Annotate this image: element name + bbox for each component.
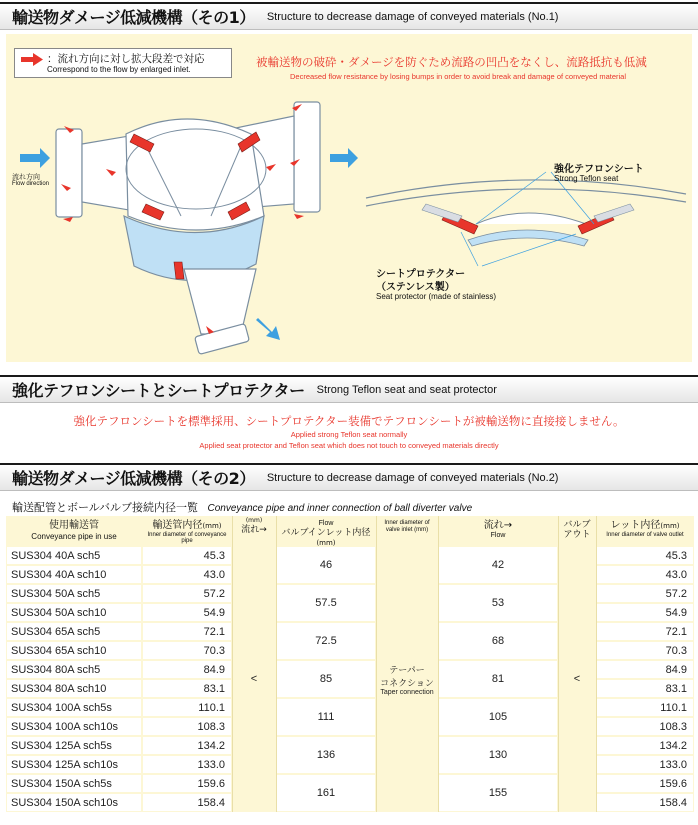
valve-inlet-cell: 72.5 (277, 623, 375, 659)
taper-jp-1: テーパー (389, 664, 425, 675)
inner-diameter-cell: 72.1 (143, 623, 231, 640)
flow-value-cell: 68 (439, 623, 557, 659)
enlarged-inlet-callout (14, 48, 232, 78)
damage-reduction-note-en: Decreased flow resistance by losing bumps in order to avoid break and damage of conveyed material (290, 72, 627, 81)
column-divider (438, 516, 439, 812)
valve-inlet-cell: 111 (277, 699, 375, 735)
callout-text-jp: ：流れ方向に対し拡大段差で対応 (47, 53, 205, 65)
section2-title-jp: 強化テフロンシートとシートプロテクター (12, 381, 305, 400)
less-than-symbol-2: < (573, 673, 581, 685)
section2-note-jp: 強化テフロンシートを標準採用、シートプロテクター装備でテフロンシートが被輸送物に直接接しません。 (73, 414, 625, 428)
header-flow-arrow-1: 流れ→ (241, 524, 267, 535)
inner-diameter-cell: 84.9 (143, 661, 231, 678)
inner-diameter-cell: 45.3 (143, 547, 231, 564)
valve-inlet-cell: 57.5 (277, 585, 375, 621)
header-outlet-jp: レット内径 (610, 520, 661, 531)
header-valve-inlet-en-1: Inner diameter of (384, 520, 430, 526)
section2-header (0, 375, 698, 403)
flow-value-cell: 42 (439, 547, 557, 583)
flow-value-cell: 81 (439, 661, 557, 697)
outlet-diameter-cell: 133.0 (597, 756, 693, 773)
header-flow-en-2: Flow (490, 531, 506, 539)
pipe-spec-cell: SUS304 50A sch10 (7, 604, 141, 621)
pipe-spec-cell: SUS304 125A sch5s (7, 737, 141, 754)
header-pipe (6, 520, 142, 541)
flow-value-cell: 130 (439, 737, 557, 773)
section1-title-jp: 輸送物ダメージ低減機構（その1） (12, 8, 255, 27)
inner-diameter-cell: 110.1 (143, 699, 231, 716)
inner-diameter-cell: 43.0 (143, 566, 231, 583)
outlet-diameter-cell: 83.1 (597, 680, 693, 697)
outlet-diameter-cell: 45.3 (597, 547, 693, 564)
red-arrow-icon (21, 53, 43, 66)
outlet-diameter-cell: 84.9 (597, 661, 693, 678)
inner-diameter-cell: 57.2 (143, 585, 231, 602)
flow-out-arrow-right (330, 148, 358, 168)
section1-title-en: Structure to decrease damage of conveyed materials (No.1) (266, 10, 559, 23)
seat-protector-material-jp: （ステンレス製） (376, 282, 455, 293)
pipe-spec-cell: SUS304 125A sch10s (7, 756, 141, 773)
column-divider (276, 516, 277, 812)
pipe-spec-cell: SUS304 100A sch5s (7, 699, 141, 716)
inner-diameter-cell: 70.3 (143, 642, 231, 659)
taper-en: Taper connection (380, 688, 434, 696)
flow-out-arrow-bottom (256, 318, 280, 340)
header-inner-diameter (142, 520, 232, 545)
table-title-jp: 輸送配管とボールバルブ接続内径一覧 (12, 501, 199, 514)
header-valve-out-jp-1: バルブ (563, 520, 591, 530)
outlet-diameter-cell: 108.3 (597, 718, 693, 735)
seat-protector-label-jp: シートプロテクター (376, 269, 466, 280)
section2-title-en: Strong Teflon seat and seat protector (316, 383, 497, 396)
outlet-diameter-cell: 72.1 (597, 623, 693, 640)
outlet-diameter-cell: 159.6 (597, 775, 693, 792)
pipe-spec-cell: SUS304 65A sch10 (7, 642, 141, 659)
section3-title-jp: 輸送物ダメージ低減機構（その2） (12, 469, 255, 488)
pipe-spec-cell: SUS304 150A sch10s (7, 794, 141, 811)
section3-header (0, 463, 698, 491)
pipe-spec-cell: SUS304 40A sch5 (7, 547, 141, 564)
header-outlet-en: Inner diameter of valve outlet (606, 531, 684, 538)
valve-inlet-cell: 161 (277, 775, 375, 811)
valve-inlet-cell: 85 (277, 661, 375, 697)
outlet-diameter-cell: 134.2 (597, 737, 693, 754)
inner-diameter-cell: 54.9 (143, 604, 231, 621)
header-valve-inlet-jp: バルブインレット内径 (281, 528, 371, 539)
outlet-pipe-bottom (184, 269, 256, 354)
header-pipe-en: Conveyance pipe in use (31, 531, 117, 541)
header-valve-inlet-en-2: valve inlet (mm) (385, 526, 429, 533)
pipe-spec-cell: SUS304 80A sch5 (7, 661, 141, 678)
header-flow-1 (232, 518, 276, 535)
pipe-spec-cell: SUS304 150A sch5s (7, 775, 141, 792)
flow-value-cell: 105 (439, 699, 557, 735)
pipe-connection-table (6, 516, 694, 812)
flow-value-cell: 155 (439, 775, 557, 811)
seat-detail-drawing (366, 172, 686, 266)
inner-diameter-cell: 158.4 (143, 794, 231, 811)
inner-diameter-cell: 108.3 (143, 718, 231, 735)
header-valve-inlet-unit: (mm) (316, 539, 336, 548)
header-inner-en: Inner diameter of conveyance pipe (147, 531, 227, 545)
header-flow-arrow-2: 流れ→ (483, 520, 513, 531)
teflon-seat-label-en: Strong Teflon seat (554, 174, 619, 183)
pipe-spec-cell: SUS304 40A sch10 (7, 566, 141, 583)
flow-in-arrow (20, 148, 50, 168)
inner-diameter-cell: 134.2 (143, 737, 231, 754)
section3-title-en: Structure to decrease damage of conveyed materials (No.2) (266, 471, 559, 484)
teflon-seat-label-jp: 強化テフロンシート (554, 164, 644, 175)
taper-jp-2: コネクション (380, 677, 434, 688)
seat-protector-label-en: Seat protector (made of stainless) (376, 292, 497, 301)
header-flow-en-1: Flow (318, 520, 334, 527)
outlet-diameter-cell: 158.4 (597, 794, 693, 811)
header-inner-jp: 輸送管内径 (152, 520, 203, 531)
damage-reduction-note-jp: 被輸送物の破砕・ダメージを防ぐため流路の凹凸をなくし、流路抵抗も低減 (256, 55, 647, 69)
pipe-spec-cell: SUS304 100A sch10s (7, 718, 141, 735)
flow-direction-label-jp: 流れ方向 (12, 173, 40, 181)
table-title (12, 499, 472, 515)
section1-header (0, 2, 698, 30)
inner-diameter-cell: 83.1 (143, 680, 231, 697)
table-title-en: Conveyance pipe and inner connection of ball diverter valve (207, 503, 473, 514)
header-valve-inlet (276, 520, 376, 549)
pipe-spec-cell: SUS304 50A sch5 (7, 585, 141, 602)
flow-value-cell: 53 (439, 585, 557, 621)
outlet-diameter-cell: 70.3 (597, 642, 693, 659)
valve-inlet-cell: 136 (277, 737, 375, 773)
section2-note-en-2: Applied seat protector and Teflon seat which does not touch to conveyed materials directly (199, 441, 499, 450)
header-pipe-jp: 使用輸送管 (49, 520, 99, 531)
less-than-symbol-1: < (250, 673, 258, 685)
column-divider (596, 516, 597, 812)
header-valve-out-jp-2: アウト (563, 530, 591, 541)
outlet-diameter-cell: 110.1 (597, 699, 693, 716)
inner-diameter-cell: 133.0 (143, 756, 231, 773)
header-outlet (596, 520, 694, 538)
inner-diameter-cell: 159.6 (143, 775, 231, 792)
section2-note-en-1: Applied strong Teflon seat normally (290, 430, 408, 439)
header-inner-unit: (mm) (202, 522, 222, 530)
outlet-diameter-cell: 43.0 (597, 566, 693, 583)
outlet-diameter-cell: 54.9 (597, 604, 693, 621)
flow-direction-label-en: Flow direction (12, 181, 50, 187)
callout-text-en: Correspond to the flow by enlarged inlet. (47, 65, 191, 74)
taper-connection-cell (376, 546, 438, 812)
header-valve-out (558, 520, 596, 541)
outlet-diameter-cell: 57.2 (597, 585, 693, 602)
pipe-spec-cell: SUS304 80A sch10 (7, 680, 141, 697)
diverter-valve-diagram (6, 34, 692, 362)
header-outlet-unit: (mm) (660, 522, 680, 530)
header-flow-2 (438, 520, 558, 540)
valve-cross-section-drawing (6, 34, 692, 362)
header-taper (376, 520, 438, 534)
header-mm: (mm) (245, 517, 263, 524)
pipe-spec-cell: SUS304 65A sch5 (7, 623, 141, 640)
valve-inlet-cell: 46 (277, 547, 375, 583)
